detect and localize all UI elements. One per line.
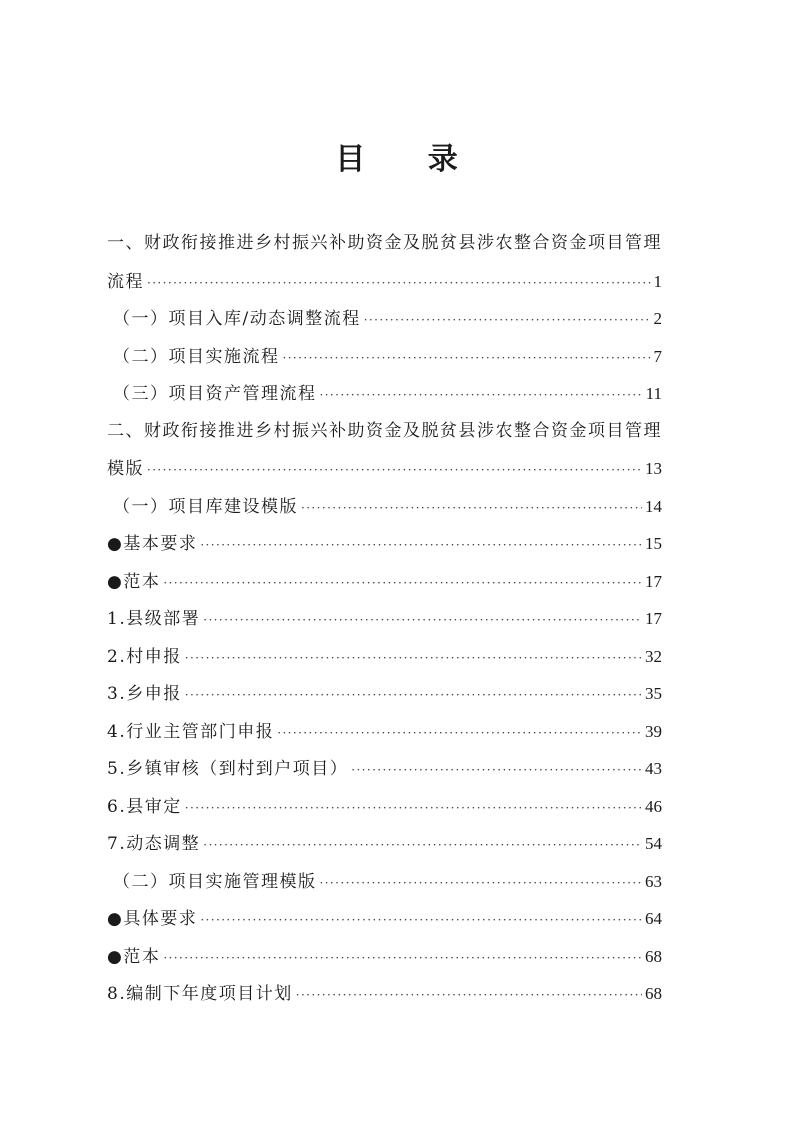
toc-entry-label: ●基本要求 (107, 534, 198, 554)
dot-leader (364, 302, 651, 340)
toc-entry-section-1[interactable] (107, 263, 662, 301)
toc-page-number: 43 (645, 759, 662, 778)
toc-entry-template-2[interactable] (107, 938, 662, 976)
dot-leader (200, 902, 642, 940)
toc-entry-1-1[interactable] (107, 300, 662, 338)
toc-entry-label: （一）项目库建设模版 (113, 496, 298, 517)
toc-entry-1-2[interactable] (107, 338, 662, 376)
toc-entry-item-8[interactable] (107, 975, 662, 1013)
toc-entry-label: ●具体要求 (107, 909, 198, 929)
dot-leader (147, 452, 642, 490)
toc-entry-label: 流程 (107, 271, 144, 292)
toc-entry-template-1[interactable] (107, 563, 662, 601)
dot-leader (351, 752, 642, 790)
toc-entry-label: （一）项目入库/动态调整流程 (113, 309, 361, 329)
dot-leader (200, 527, 642, 565)
dot-leader (163, 565, 642, 603)
toc-entry-item-5[interactable] (107, 750, 662, 788)
toc-page-number: 46 (645, 796, 662, 816)
toc-entry-label: （三）项目资产管理流程 (113, 384, 317, 404)
toc-entry-label: 3.乡申报 (107, 684, 182, 704)
toc-entry-item-6[interactable] (107, 788, 662, 826)
toc-page-number: 39 (645, 721, 662, 741)
toc-entry-label: （二）项目实施流程 (113, 346, 280, 367)
toc-section-1-title: 一、财政衔接推进乡村振兴补助资金及脱贫县涉农整合资金项目管理 (107, 233, 662, 253)
toc-entry-label: （二）项目实施管理模版 (113, 871, 317, 892)
toc-entry-section-2[interactable] (107, 450, 662, 488)
dot-leader (296, 977, 642, 1015)
dot-leader (203, 827, 642, 865)
toc-page-number: 54 (645, 834, 662, 853)
dot-leader (283, 340, 651, 378)
toc-page-number: 1 (653, 271, 662, 291)
dot-leader (320, 377, 643, 415)
toc-page-number: 68 (645, 984, 662, 1003)
toc-entry-label: 8.编制下年度项目计划 (107, 984, 293, 1004)
toc-section-2-title: 二、财政衔接推进乡村振兴补助资金及脱贫县涉农整合资金项目管理 (107, 420, 662, 441)
toc-entry-label: ●范本 (107, 946, 161, 967)
toc-entry-label: 6.县审定 (107, 796, 182, 817)
dot-leader (163, 940, 642, 978)
toc-page-number: 11 (645, 384, 662, 403)
toc-page-number: 35 (645, 684, 662, 703)
toc-entry-label: 2.村申报 (107, 646, 182, 667)
table-of-contents (107, 225, 662, 1013)
toc-entry-item-2[interactable] (107, 638, 662, 676)
toc-entry-label: 4.行业主管部门申报 (107, 721, 275, 742)
toc-page-number: 32 (645, 646, 662, 666)
toc-page-number: 13 (645, 459, 662, 478)
dot-leader (185, 790, 642, 828)
toc-entry-label: 模版 (107, 459, 144, 479)
dot-leader (320, 865, 643, 903)
toc-entry-label: 1.县级部署 (107, 609, 201, 629)
toc-entry-basic-requirements[interactable] (107, 525, 662, 563)
toc-page-number: 63 (645, 871, 662, 891)
toc-entry-label: ●范本 (107, 571, 161, 592)
dot-leader (301, 490, 642, 528)
toc-entry-label: 5.乡镇审核（到村到户项目） (107, 759, 349, 779)
dot-leader (185, 640, 642, 678)
toc-page-number: 2 (653, 309, 662, 328)
dot-leader (277, 715, 642, 753)
toc-entry-item-4[interactable] (107, 713, 662, 751)
toc-entry-specific-requirements[interactable] (107, 900, 662, 938)
toc-entry-label: 7.动态调整 (107, 834, 201, 854)
toc-page-number: 15 (645, 534, 662, 553)
toc-page-number: 68 (645, 946, 662, 966)
toc-entry-item-7[interactable] (107, 825, 662, 863)
toc-page-number: 64 (645, 909, 662, 928)
dot-leader (203, 602, 642, 640)
toc-page-number: 17 (645, 571, 662, 591)
toc-page-number: 14 (645, 496, 662, 516)
toc-page-number: 7 (653, 346, 662, 366)
toc-entry-item-1[interactable] (107, 600, 662, 638)
toc-entry-item-3[interactable] (107, 675, 662, 713)
toc-entry-1-3[interactable] (107, 375, 662, 413)
toc-entry-2-1[interactable] (107, 488, 662, 526)
toc-entry-2-2[interactable] (107, 863, 662, 901)
page-title: 目 录 (335, 142, 484, 177)
toc-page-number: 17 (645, 609, 662, 628)
dot-leader (147, 265, 651, 303)
dot-leader (185, 677, 642, 715)
